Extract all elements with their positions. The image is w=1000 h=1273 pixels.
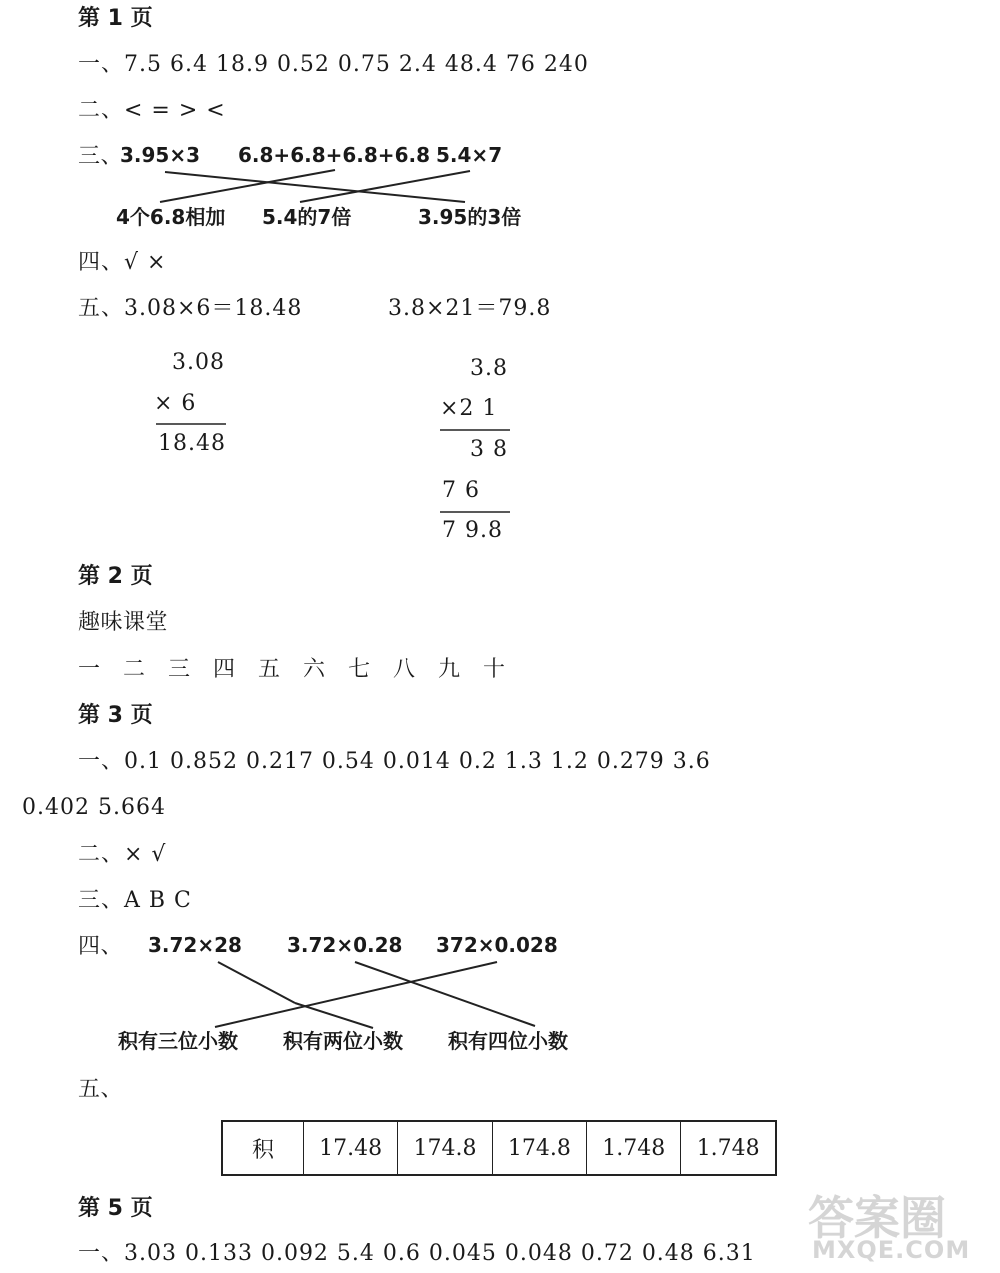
- p1-q3-top-1: 3.95×3: [120, 143, 201, 167]
- p1-q2-answers: 二、< = > <: [78, 98, 226, 123]
- p3-q3-answers: 三、A B C: [78, 888, 192, 913]
- p3-q4-bottom-3: 积有四位小数: [448, 1029, 568, 1053]
- p3-q5-prefix: 五、: [78, 1077, 124, 1102]
- p3-q2-answers: 二、× √: [78, 842, 167, 867]
- calc2-line-3: 3 8: [470, 437, 508, 462]
- p1-q3-prefix: 三、: [78, 144, 124, 169]
- table-cell: 174.8: [492, 1121, 586, 1175]
- page-2-heading: 第 2 页: [78, 564, 153, 589]
- calc1-line-1: 3.08: [172, 350, 225, 375]
- page-1-heading: 第 1 页: [78, 6, 153, 31]
- table-cell: 1.748: [681, 1121, 776, 1175]
- watermark-logo: 答案圈: [808, 1191, 946, 1245]
- match-line: [165, 172, 465, 202]
- p1-q3-bottom-3: 3.95的3倍: [418, 205, 522, 229]
- match-line: [215, 962, 497, 1027]
- match-line: [300, 171, 470, 202]
- p1-q1-answers: 一、7.5 6.4 18.9 0.52 0.75 2.4 48.4 76 240: [78, 52, 589, 77]
- p5-q1-answers: 一、3.03 0.133 0.092 5.4 0.6 0.045 0.048 0.72 0.48 6.31: [78, 1241, 756, 1266]
- page-3-heading: 第 3 页: [78, 703, 153, 728]
- p3-q4-top-2: 3.72×0.28: [287, 933, 403, 957]
- calc2-line-4: 7 6: [442, 478, 480, 503]
- p3-q4-bottom-1: 积有三位小数: [118, 1029, 238, 1053]
- p3-q4-prefix: 四、: [78, 934, 124, 959]
- table-cell: 17.48: [304, 1121, 398, 1175]
- p1-q3-top-2: 6.8+6.8+6.8+6.8: [238, 143, 430, 167]
- page-5-heading: 第 5 页: [78, 1196, 153, 1221]
- calc2-line-2: ×2 1: [440, 396, 498, 421]
- table-cell-header: 积: [222, 1121, 304, 1175]
- match-line: [218, 962, 295, 1003]
- calc2-line-1: 3.8: [470, 356, 508, 381]
- watermark-url: MXQE.COM: [812, 1236, 971, 1264]
- table-cell: 174.8: [398, 1121, 492, 1175]
- calc2-line-5: 7 9.8: [442, 518, 503, 543]
- p3-q4-top-1: 3.72×28: [148, 933, 242, 957]
- p3-q4-bottom-2: 积有两位小数: [283, 1029, 403, 1053]
- p3-q4-top-3: 372×0.028: [436, 933, 558, 957]
- p1-q3-bottom-2: 5.4的7倍: [262, 205, 352, 229]
- p1-q5-left-equation: 五、3.08×6＝18.48: [78, 296, 303, 321]
- p2-number-row: 一 二 三 四 五 六 七 八 九 十: [78, 657, 506, 682]
- p1-q4-answers: 四、√ ×: [78, 250, 167, 275]
- p3-q1-line-1: 一、0.1 0.852 0.217 0.54 0.014 0.2 1.3 1.2 0.279 3.6: [78, 749, 711, 774]
- p1-q3-bottom-1: 4个6.8相加: [116, 205, 226, 229]
- calc1-line-2: × 6: [154, 391, 197, 416]
- calc1-line-3: 18.48: [158, 431, 226, 456]
- p1-q3-top-3: 5.4×7: [436, 143, 503, 167]
- p1-q5-right-equation: 3.8×21＝79.8: [388, 296, 552, 321]
- table-cell: 1.748: [587, 1121, 681, 1175]
- p2-title: 趣味课堂: [78, 610, 169, 635]
- p3-q1-line-2: 0.402 5.664: [22, 795, 166, 820]
- match-line: [355, 962, 535, 1026]
